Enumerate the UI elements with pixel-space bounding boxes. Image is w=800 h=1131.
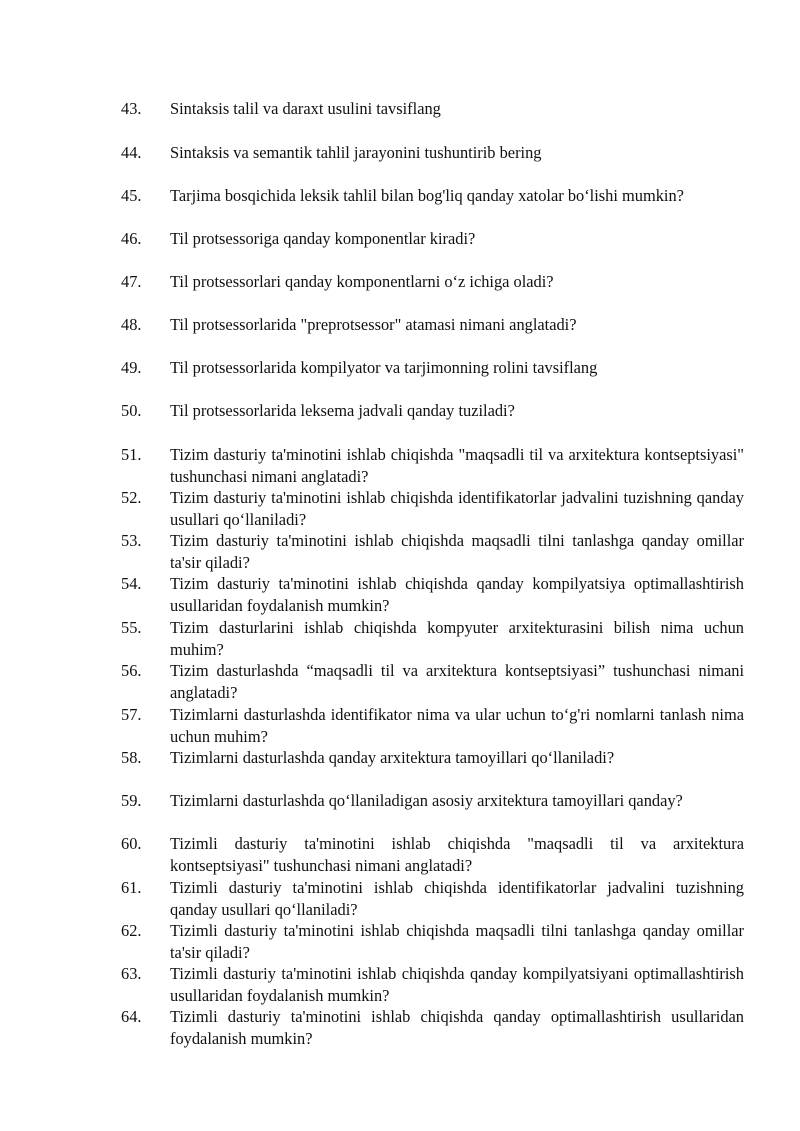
question-number: 47. <box>121 272 142 291</box>
question-number: 55. <box>121 618 142 637</box>
question-text: Tizim dasturiy ta'minotini ishlab chiqishda maqsadli tilni tanlashga qanday omillar ta'sir qiladi? <box>170 531 744 572</box>
question-text: Til protsessorlari qanday komponentlarni o‘z ichiga oladi? <box>170 272 554 291</box>
question-text: Tizimli dasturiy ta'minotini ishlab chiqishda "maqsadli til va arxitektura kontseptsiyasi" tushunchasi nimani anglatadi? <box>170 834 744 875</box>
question-item <box>121 704 744 747</box>
question-item <box>121 1006 744 1049</box>
question-text: Tizimli dasturiy ta'minotini ishlab chiqishda qanday kompilyatsiyani optimallashtirish usullaridan foydalanish mumkin? <box>170 964 744 1005</box>
question-number: 61. <box>121 878 142 897</box>
question-number: 56. <box>121 661 142 680</box>
question-text: Til protsessorlarida "preprotsessor" atamasi nimani anglatadi? <box>170 315 577 334</box>
question-item <box>121 790 744 812</box>
question-item <box>121 573 744 616</box>
question-number: 57. <box>121 705 142 724</box>
question-item <box>121 228 744 250</box>
question-text: Tizim dasturiy ta'minotini ishlab chiqishda identifikatorlar jadvalini tuzishning qanday usullari qo‘llaniladi? <box>170 488 744 529</box>
question-number: 46. <box>121 229 142 248</box>
question-text: Sintaksis talil va daraxt usulini tavsiflang <box>170 99 441 118</box>
question-text: Til protsessorlarida kompilyator va tarjimonning rolini tavsiflang <box>170 358 598 377</box>
question-number: 52. <box>121 488 142 507</box>
question-text: Tizim dasturlashda “maqsadli til va arxitektura kontseptsiyasi” tushunchasi nimani anglatadi? <box>170 661 744 702</box>
question-number: 59. <box>121 791 142 810</box>
question-item <box>121 747 744 769</box>
question-item <box>121 487 744 530</box>
question-number: 53. <box>121 531 142 550</box>
question-number: 63. <box>121 964 142 983</box>
question-item <box>121 185 744 207</box>
question-text: Til protsessorlarida leksema jadvali qanday tuziladi? <box>170 401 515 420</box>
question-item <box>121 530 744 573</box>
question-number: 58. <box>121 748 142 767</box>
question-number: 64. <box>121 1007 142 1026</box>
question-item <box>121 660 744 703</box>
question-text: Tizimlarni dasturlashda identifikator nima va ular uchun to‘g'ri nomlarni tanlash nima uchun muhim? <box>170 705 744 746</box>
question-text: Til protsessoriga qanday komponentlar kiradi? <box>170 229 476 248</box>
question-text: Tizimlarni dasturlashda qanday arxitektura tamoyillari qo‘llaniladi? <box>170 748 615 767</box>
question-item <box>121 357 744 379</box>
question-text: Tizim dasturiy ta'minotini ishlab chiqishda qanday kompilyatsiya optimallashtirish usullaridan foydalanish mumkin? <box>170 574 744 615</box>
question-text: Tizimli dasturiy ta'minotini ishlab chiqishda identifikatorlar jadvalini tuzishning qanday usullari qo‘llaniladi? <box>170 878 744 919</box>
question-item <box>121 314 744 336</box>
question-number: 51. <box>121 445 142 464</box>
question-item <box>121 142 744 164</box>
question-text: Tizim dasturiy ta'minotini ishlab chiqishda "maqsadli til va arxitektura kontseptsiyasi" tushunchasi nimani anglatadi? <box>170 445 744 486</box>
question-number: 60. <box>121 834 142 853</box>
question-item <box>121 877 744 920</box>
question-item <box>121 444 744 487</box>
question-number: 44. <box>121 143 142 162</box>
question-number: 50. <box>121 401 142 420</box>
question-text: Sintaksis va semantik tahlil jarayonini tushuntirib bering <box>170 143 542 162</box>
question-text: Tizim dasturlarini ishlab chiqishda kompyuter arxitekturasini bilish nima uchun muhim? <box>170 618 744 659</box>
question-text: Tizimli dasturiy ta'minotini ishlab chiqishda maqsadli tilni tanlashga qanday omillar ta'sir qiladi? <box>170 921 744 962</box>
question-number: 43. <box>121 99 142 118</box>
question-number: 62. <box>121 921 142 940</box>
question-number: 48. <box>121 315 142 334</box>
question-number: 54. <box>121 574 142 593</box>
question-number: 45. <box>121 186 142 205</box>
question-number: 49. <box>121 358 142 377</box>
question-item <box>121 271 744 293</box>
question-item <box>121 98 744 120</box>
question-item <box>121 920 744 963</box>
question-item <box>121 833 744 876</box>
question-item <box>121 617 744 660</box>
question-item <box>121 400 744 422</box>
question-item <box>121 963 744 1006</box>
question-text: Tarjima bosqichida leksik tahlil bilan bog'liq qanday xatolar bo‘lishi mumkin? <box>170 186 684 205</box>
question-text: Tizimli dasturiy ta'minotini ishlab chiqishda qanday optimallashtirish usullaridan foydalanish mumkin? <box>170 1007 744 1048</box>
question-text: Tizimlarni dasturlashda qo‘llaniladigan asosiy arxitektura tamoyillari qanday? <box>170 791 683 810</box>
